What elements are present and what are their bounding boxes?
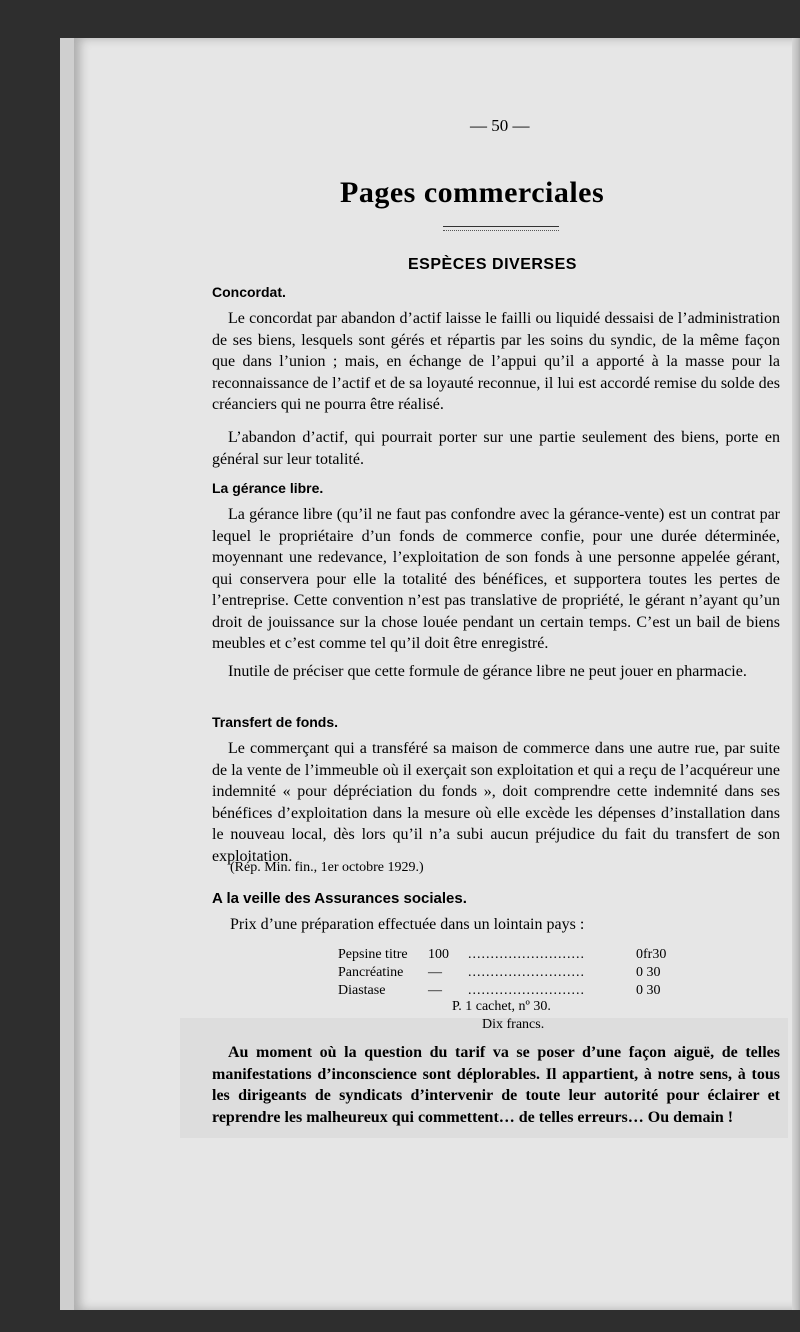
gerance-text-2: Inutile de préciser que cette formule de gérance libre ne peut jouer en pharmacie.: [228, 663, 747, 680]
item-name: Diastase: [338, 983, 386, 998]
item-dots: ..........................: [468, 983, 585, 998]
item-qty: —: [428, 983, 442, 998]
heading-transfert: Transfert de fonds.: [212, 714, 339, 730]
price-row: [338, 946, 676, 964]
item-price: 0fr30: [636, 947, 667, 962]
item-qty: 100: [428, 947, 449, 962]
concordat-paragraph-2: [212, 427, 780, 470]
conclusion-text: Au moment où la question du tarif va se poser d’une façon aiguë, de telles manifestations d’inconscience sont déplorables. Il appartient, à notre sens, à tous les dirigeants de syndicats d’intervenir de toute leur autorité pour éclairer et reprendre les malheureux qui commettent… de telles erreurs… Ou demain !: [212, 1044, 780, 1126]
transfert-reference: (Rép. Min. fin., 1er octobre 1929.): [230, 860, 424, 875]
price-table: [338, 946, 676, 1000]
item-price: 0 30: [636, 983, 661, 998]
page-title: Pages commerciales: [340, 176, 605, 209]
gerance-paragraph-2: [212, 661, 780, 683]
item-dots: ..........................: [468, 965, 585, 980]
heading-assurances: A la veille des Assurances sociales.: [212, 890, 467, 907]
concordat-paragraph-1: [212, 308, 780, 416]
concordat-text-1: Le concordat par abandon d’actif laisse le failli ou liquidé dessaisi de l’administration de ses biens, lesquels sont gérés et répartis par les soins du syndic, de la même façon que dans l’union ; mais, en échange de l’appui qu’il a apporté à la masse pour la reconnaissance de l’actif et de sa loyauté reconnue, il lui est accordé remise du solde des créanciers qui ne pourra être réalisé.: [212, 310, 780, 413]
prescription-line-1: P. 1 cachet, nº 30.: [452, 999, 551, 1014]
gerance-text-1: La gérance libre (qu’il ne faut pas confondre avec la gérance-vente) est un contrat par lequel le propriétaire d’un fonds de commerce confie, pour une durée déterminée, moyennant une redevance, l’exploitation de son fonds à une personne appelée gérant, qui conservera pour elle la totalité des bénéfices, et supportera toutes les pertes de l’entreprise. Cette convention n’est pas translative de propriété, le gérant n’ayant qu’un droit de jouissance sur la chose louée pendant un certain temps. C’est un bail de biens meubles et c’est comme tel qu’il doit être enregistré.: [212, 506, 780, 652]
section-title: ESPÈCES DIVERSES: [408, 256, 577, 273]
concordat-text-2: L’abandon d’actif, qui pourrait porter sur une partie seulement des biens, porte en général sur leur totalité.: [212, 429, 780, 468]
item-name: Pancréatine: [338, 965, 404, 980]
page-number: — 50 —: [470, 116, 530, 135]
transfert-text: Le commerçant qui a transféré sa maison de commerce dans une autre rue, par suite de la vente de l’immeuble où il exerçait son exploitation et qui a reçu de l’acquéreur une indemnité « pour dépréciation du fonds », doit comprendre cette indemnité dans ses bénéfices d’exploitation dans la mesure où elle excède les dépenses d’installation dans le nouveau local, dès lors qu’il n’a subi aucun préjudice du fait du transfert de son exploitation.: [212, 740, 780, 865]
item-dots: ..........................: [468, 947, 585, 962]
heading-gerance: La gérance libre.: [212, 480, 324, 496]
item-qty: —: [428, 965, 442, 980]
transfert-paragraph: [212, 738, 780, 867]
prescription-line-2: Dix francs.: [482, 1017, 545, 1032]
heading-concordat: Concordat.: [212, 284, 286, 300]
assurances-intro: Prix d’une préparation effectuée dans un lointain pays :: [230, 916, 585, 933]
gerance-paragraph-1: [212, 504, 780, 655]
price-row: [338, 964, 676, 982]
item-name: Pepsine titre: [338, 947, 408, 962]
page-edge: [792, 38, 800, 1310]
title-rule: [443, 226, 559, 231]
item-price: 0 30: [636, 965, 661, 980]
assurances-conclusion: [212, 1042, 780, 1128]
